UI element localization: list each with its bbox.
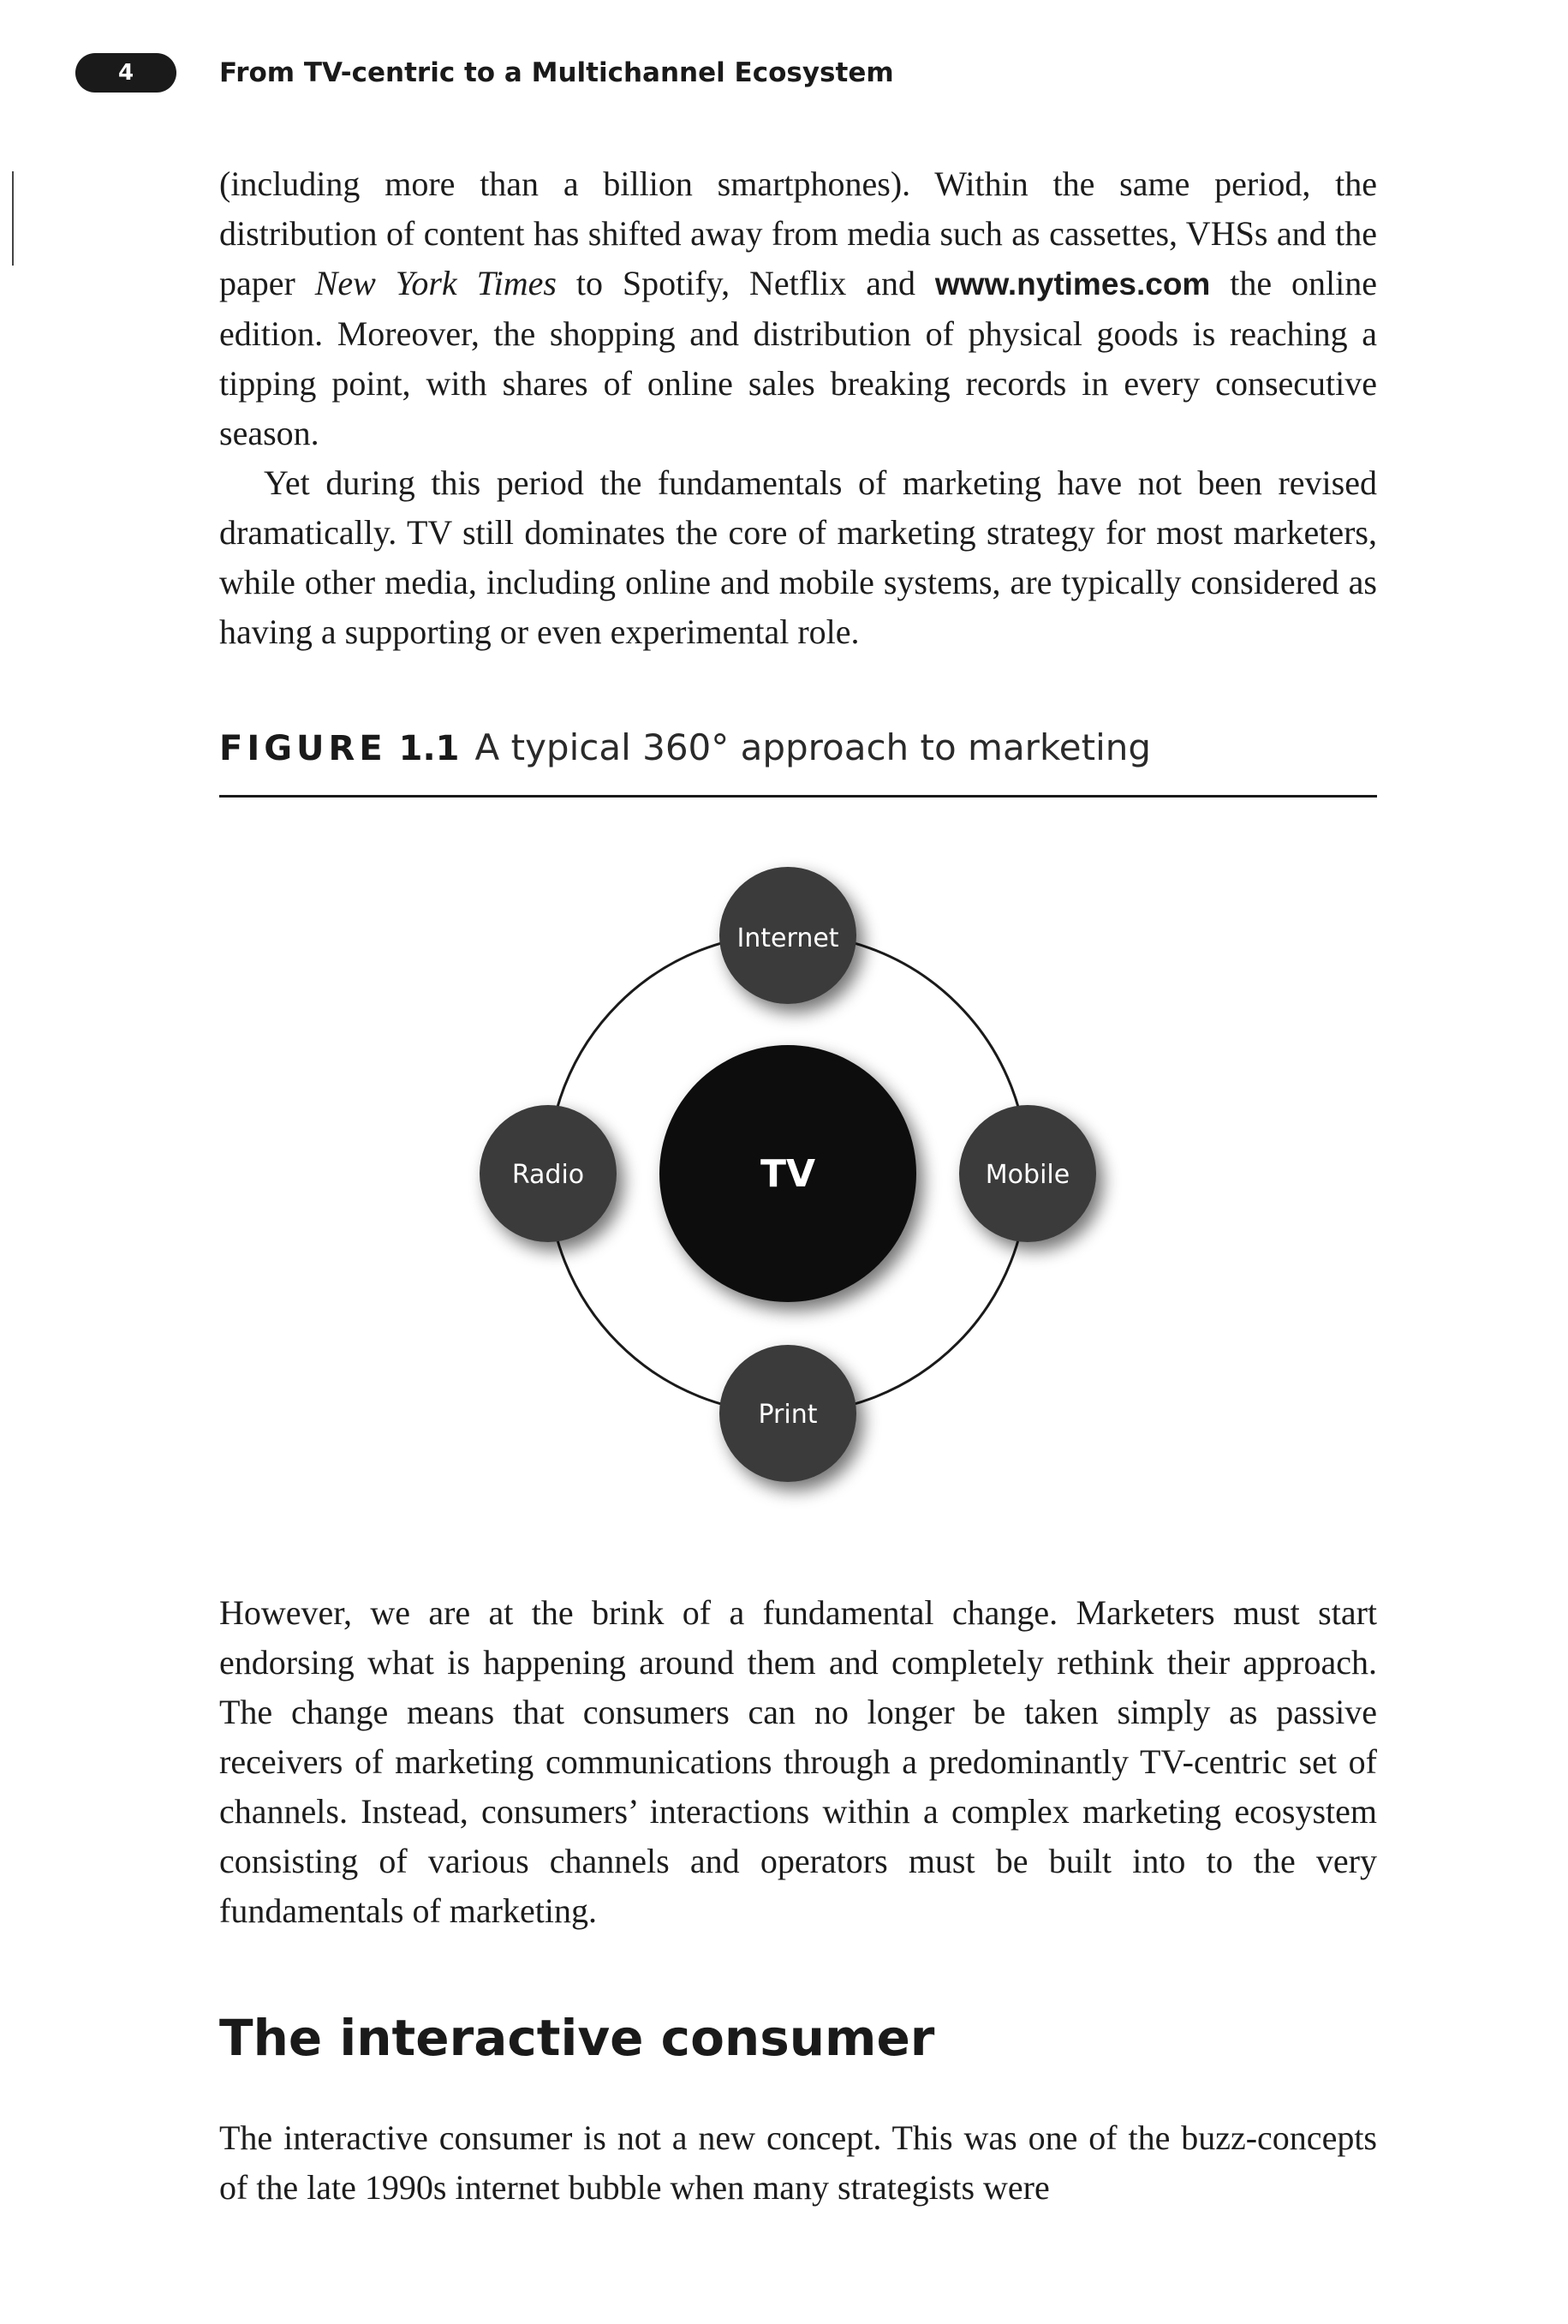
figure-title: A typical 360° approach to marketing xyxy=(474,726,1152,768)
internet-label: Internet xyxy=(736,923,839,953)
page-number: 4 xyxy=(75,53,176,93)
mobile-label: Mobile xyxy=(985,1160,1070,1190)
figure-number: 1.1 xyxy=(398,729,460,768)
section-text xyxy=(219,2113,1377,2213)
paragraph-1: (including more than a billion smartphones). Within the same period, the distribution of content has shifted away from media such as cassettes, VHSs and the paper New York Times to Spotify, Netflix and www.nytimes.com the online edition. Moreover, the shopping and distribution of physical goods is reaching a tipping point, with shares of online sales breaking records in every consecutive season. xyxy=(219,164,1378,452)
running-head: From TV-centric to a Multichannel Ecosystem xyxy=(219,57,894,88)
figure-label: FIGURE xyxy=(219,729,387,768)
url-link[interactable]: www.nytimes.com xyxy=(934,266,1211,302)
post-figure-text xyxy=(219,1588,1377,1936)
italic-title: New York Times xyxy=(314,264,557,302)
margin-rule xyxy=(12,171,14,266)
figure-caption xyxy=(219,726,1377,798)
marketing-360-diagram xyxy=(445,857,1130,1542)
paragraph-4: The interactive consumer is not a new concept. This was one of the buzz-concepts of the late 1990s internet bubble when many strategists were xyxy=(219,2118,1377,2207)
paragraph-3: However, we are at the brink of a fundamental change. Marketers must start endorsing what is happening around them and completely rethink their approach. The change means that consumers can no longer be taken simply as passive receivers of marketing communications through a predominantly TV-centric set of channels. Instead, consumers’ interactions within a complex marketing ecosystem consisting of various channels and operators must be built into to the very fundamentals of marketing. xyxy=(219,1593,1377,1930)
print-label: Print xyxy=(758,1400,818,1430)
paragraph-2: Yet during this period the fundamentals of marketing have not been revised dramatically. TV still dominates the core of marketing strategy for most marketers, while other media, including online and mobile systems, are typically considered as having a supporting or even experimental role. xyxy=(219,463,1377,651)
intro-text xyxy=(219,159,1377,657)
radio-label: Radio xyxy=(511,1160,585,1190)
tv-label: TV xyxy=(760,1152,816,1196)
section-heading: The interactive consumer xyxy=(219,2009,935,2067)
